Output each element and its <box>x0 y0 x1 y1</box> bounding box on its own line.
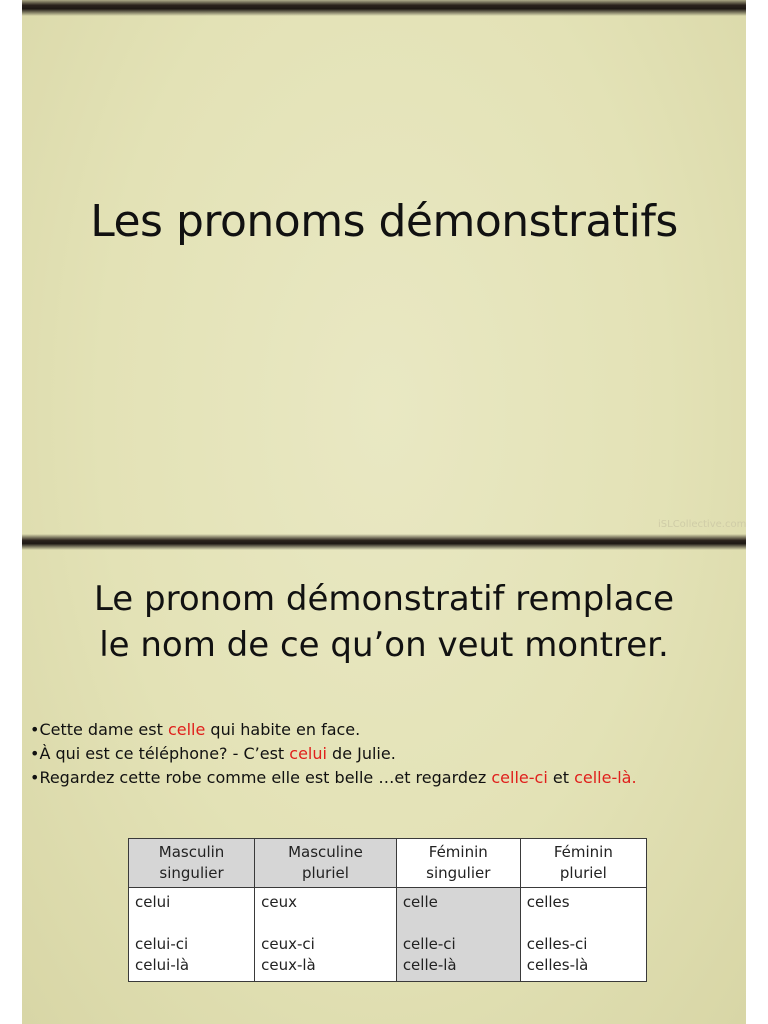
example-item <box>30 766 730 790</box>
example-item <box>30 742 730 766</box>
table-cell-feminin-pluriel <box>520 888 646 982</box>
watermark: iSLCollective.com <box>658 519 747 530</box>
example-pronoun: celle-ci <box>491 768 548 787</box>
table-cell-masculin-singulier <box>129 888 255 982</box>
pronoun-form: celle-là <box>402 956 457 974</box>
table-header-row <box>129 839 647 888</box>
pronoun-form: celle-ci <box>402 935 456 953</box>
example-pronoun: celle <box>167 720 206 739</box>
header-line: singulier <box>159 864 224 882</box>
header-line: Masculin <box>158 843 225 861</box>
pronoun-form: ceux-ci <box>261 935 315 953</box>
example-text: qui habite en face. <box>205 720 361 739</box>
example-text: •À qui est ce téléphone? - C’est <box>30 744 290 763</box>
table-cell-masculine-pluriel <box>255 888 397 982</box>
example-pronoun: celui <box>289 744 327 763</box>
example-text: et <box>547 768 575 787</box>
spacer <box>527 913 640 934</box>
table-cell-feminin-singulier <box>396 888 520 982</box>
pronoun-form: celui-ci <box>135 935 189 953</box>
spacer <box>135 913 248 934</box>
burnt-edge-top <box>22 0 746 16</box>
header-line: pluriel <box>559 864 607 882</box>
header-masculine-pluriel <box>255 839 397 888</box>
definition-line-1: Le pronom démonstratif remplace <box>93 579 675 619</box>
example-text: •Regardez cette robe comme elle est belle …et regardez <box>30 768 492 787</box>
header-feminin-singulier <box>396 839 520 888</box>
pronoun-form: ceux <box>261 893 297 911</box>
header-feminin-pluriel <box>520 839 646 888</box>
burnt-edge-middle <box>22 534 746 550</box>
pronoun-table <box>128 838 647 982</box>
page-title: Les pronoms démonstratifs <box>90 196 678 247</box>
header-line: singulier <box>426 864 491 882</box>
header-line: Masculine <box>288 843 363 861</box>
example-pronoun: celle-là. <box>574 768 637 787</box>
table-row <box>129 888 647 982</box>
example-item <box>30 718 730 742</box>
definition-line-2: le nom de ce qu’on veut montrer. <box>99 625 669 665</box>
pronoun-form: celles-ci <box>526 935 588 953</box>
pronoun-form: celles-là <box>526 956 589 974</box>
header-masculin-singulier <box>129 839 255 888</box>
example-text: •Cette dame est <box>30 720 168 739</box>
pronoun-form: ceux-là <box>261 956 316 974</box>
definition-text <box>0 576 768 668</box>
header-line: Féminin <box>428 843 488 861</box>
pronoun-form: celles <box>526 893 570 911</box>
spacer <box>403 913 514 934</box>
pronoun-form: celui-là <box>135 956 190 974</box>
spacer <box>261 913 390 934</box>
pronoun-form: celui <box>135 893 171 911</box>
example-list <box>30 718 730 790</box>
header-line: pluriel <box>301 864 349 882</box>
example-text: de Julie. <box>326 744 396 763</box>
header-line: Féminin <box>553 843 613 861</box>
pronoun-form: celle <box>402 893 438 911</box>
